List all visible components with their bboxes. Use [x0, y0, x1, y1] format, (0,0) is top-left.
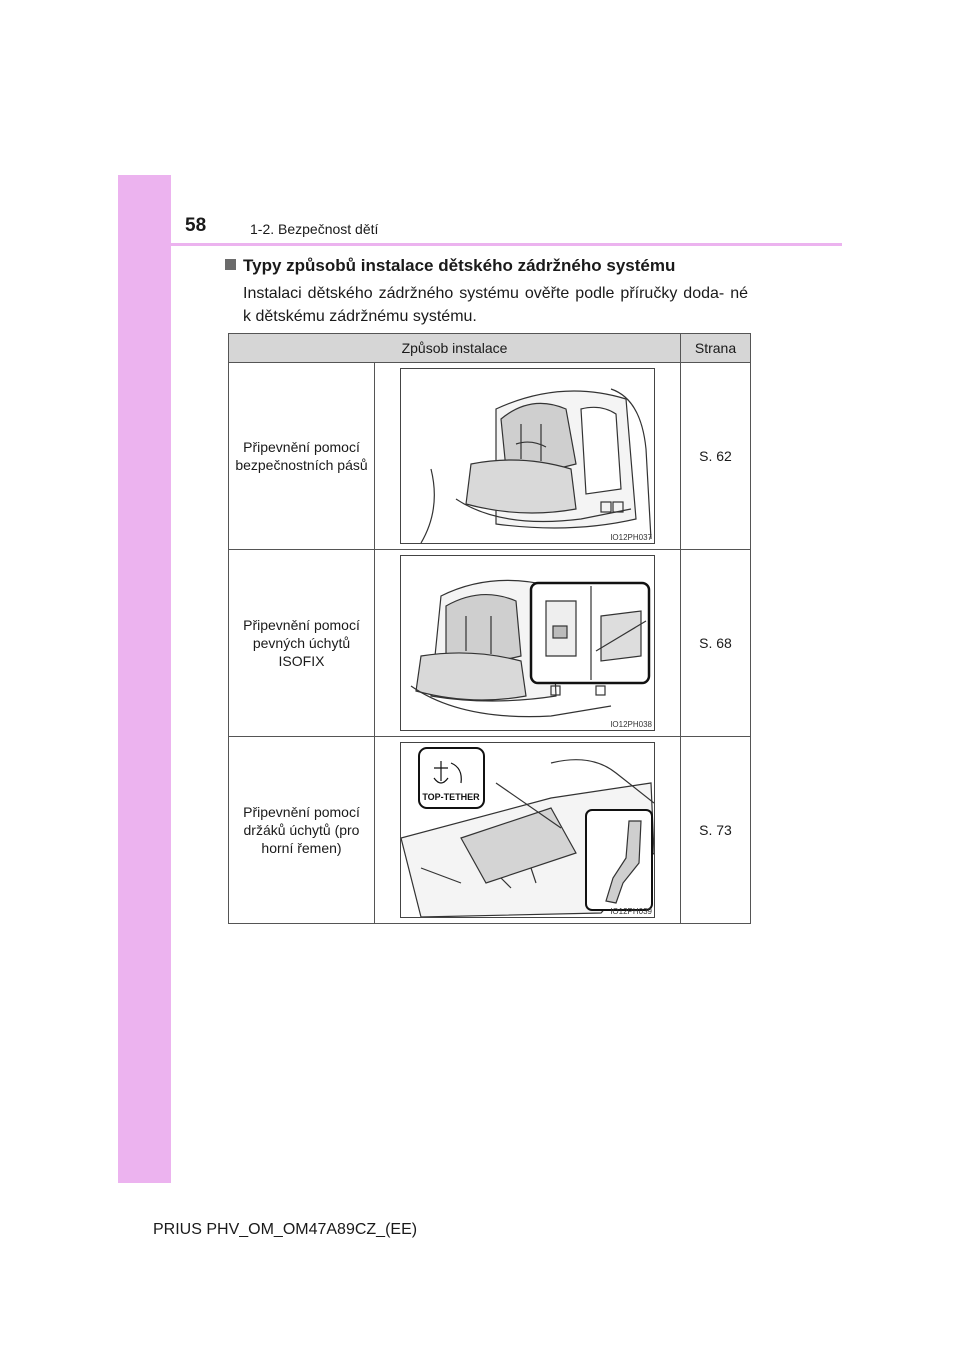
header-page: Strana [681, 334, 751, 363]
top-tether-install-illustration [400, 742, 655, 918]
figure-cell [375, 737, 681, 924]
intro-paragraph: Instalaci dětského zádržného systému ověřte podle příručky doda- né k dětskému zádržnému systému. [243, 285, 748, 325]
header-rule [118, 243, 842, 246]
table-header-row [229, 334, 751, 363]
top-tether-install-drawing [401, 743, 654, 917]
isofix-install-illustration [400, 555, 655, 731]
table-row [229, 737, 751, 924]
top-tether-label: TOP-TETHER [422, 792, 480, 802]
figure-code: IO12PH039 [610, 907, 652, 916]
page-ref-cell: S. 68 [681, 550, 751, 737]
method-cell: Připevnění pomocí pevných úchytů ISOFIX [229, 550, 375, 737]
table-row [229, 363, 751, 550]
header-method: Způsob instalace [229, 334, 681, 363]
figure-cell [375, 363, 681, 550]
page-ref-cell: S. 62 [681, 363, 751, 550]
seatbelt-install-drawing [401, 369, 654, 543]
figure-code: IO12PH037 [610, 533, 652, 542]
method-cell: Připevnění pomocí držáků úchytů (pro horní řemen) [229, 737, 375, 924]
table-row [229, 550, 751, 737]
section-heading [225, 256, 675, 276]
page-ref-cell: S. 73 [681, 737, 751, 924]
figure-code: IO12PH038 [610, 720, 652, 729]
seatbelt-install-illustration [400, 368, 655, 544]
document-code-footer: PRIUS PHV_OM_OM47A89CZ_(EE) [153, 1221, 418, 1238]
square-bullet-icon [225, 259, 236, 270]
page-number: 58 [185, 215, 207, 236]
side-tab-bar [118, 175, 171, 1183]
isofix-install-drawing [401, 556, 654, 730]
installation-methods-table [228, 333, 751, 924]
method-cell: Připevnění pomocí bezpečnostních pásů [229, 363, 375, 550]
figure-cell [375, 550, 681, 737]
section-title: 1-2. Bezpečnost dětí [250, 221, 379, 237]
heading-text: Typy způsobů instalace dětského zádržného systému [243, 256, 676, 275]
